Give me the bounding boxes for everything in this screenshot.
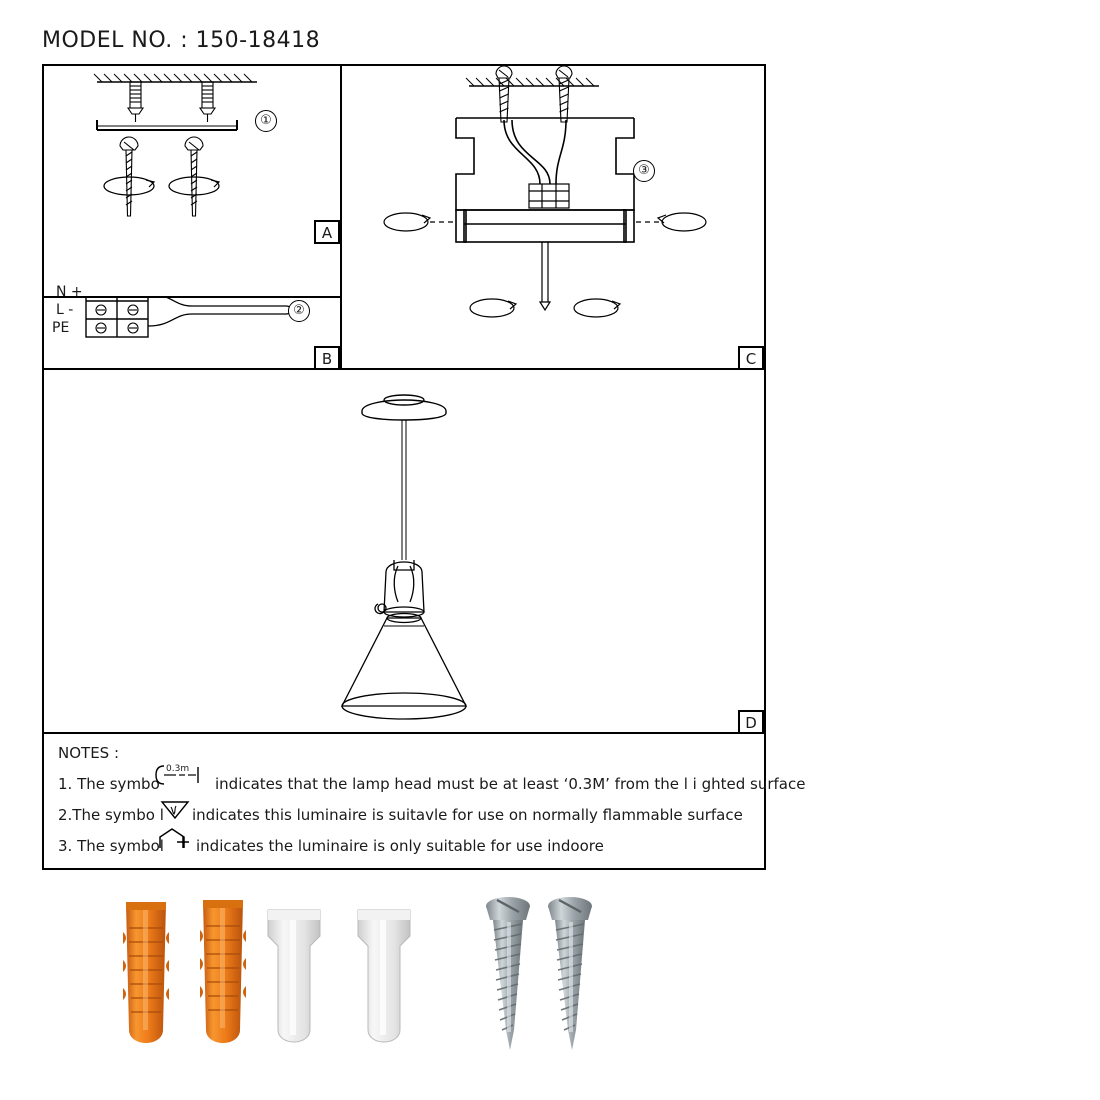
panel-tag-b: B <box>314 346 340 370</box>
min-distance-value: 0.3m <box>166 764 190 774</box>
panel-c-artwork <box>344 64 766 368</box>
hardware-parts-row <box>0 880 1100 1080</box>
screw-1 <box>486 897 530 1050</box>
screw-2 <box>548 897 592 1050</box>
cable-grip-white-1 <box>268 910 320 1042</box>
cable-grip-white-2 <box>358 910 410 1042</box>
page-title: MODEL NO. : 150-18418 <box>42 28 321 53</box>
wall-plug-orange-1 <box>123 902 169 1043</box>
notes-title: NOTES : <box>58 744 120 762</box>
panel-d-artwork <box>42 370 766 732</box>
note-3-prefix: 3. The symbol <box>58 837 164 855</box>
step-number-2: ② <box>288 300 310 322</box>
terminal-label-n: N + <box>56 284 83 300</box>
panel-tag-c: C <box>738 346 764 370</box>
terminal-label-pe: PE <box>52 320 70 336</box>
divider-notes <box>42 732 766 734</box>
flammable-surface-triangle-icon <box>158 798 192 822</box>
panel-a-artwork <box>42 64 342 296</box>
note-2-suffix: indicates this luminaire is suitavle for use on normally flammable surface <box>192 806 743 824</box>
step-number-3: ③ <box>633 160 655 182</box>
panel-tag-d: D <box>738 710 764 734</box>
indoor-use-house-icon <box>155 826 197 852</box>
terminal-label-l: L - <box>56 302 74 318</box>
step-number-1: ① <box>255 110 277 132</box>
wall-plug-orange-2 <box>200 900 246 1043</box>
note-1-prefix: 1. The symbo <box>58 775 160 793</box>
panel-tag-a: A <box>314 220 340 244</box>
note-1-suffix: indicates that the lamp head must be at least ‘0.3M’ from the l i ghted surface <box>215 775 806 793</box>
note-3-suffix: indicates the luminaire is only suitable for use indoore <box>196 837 604 855</box>
note-2-prefix: 2.The symbo l <box>58 806 164 824</box>
